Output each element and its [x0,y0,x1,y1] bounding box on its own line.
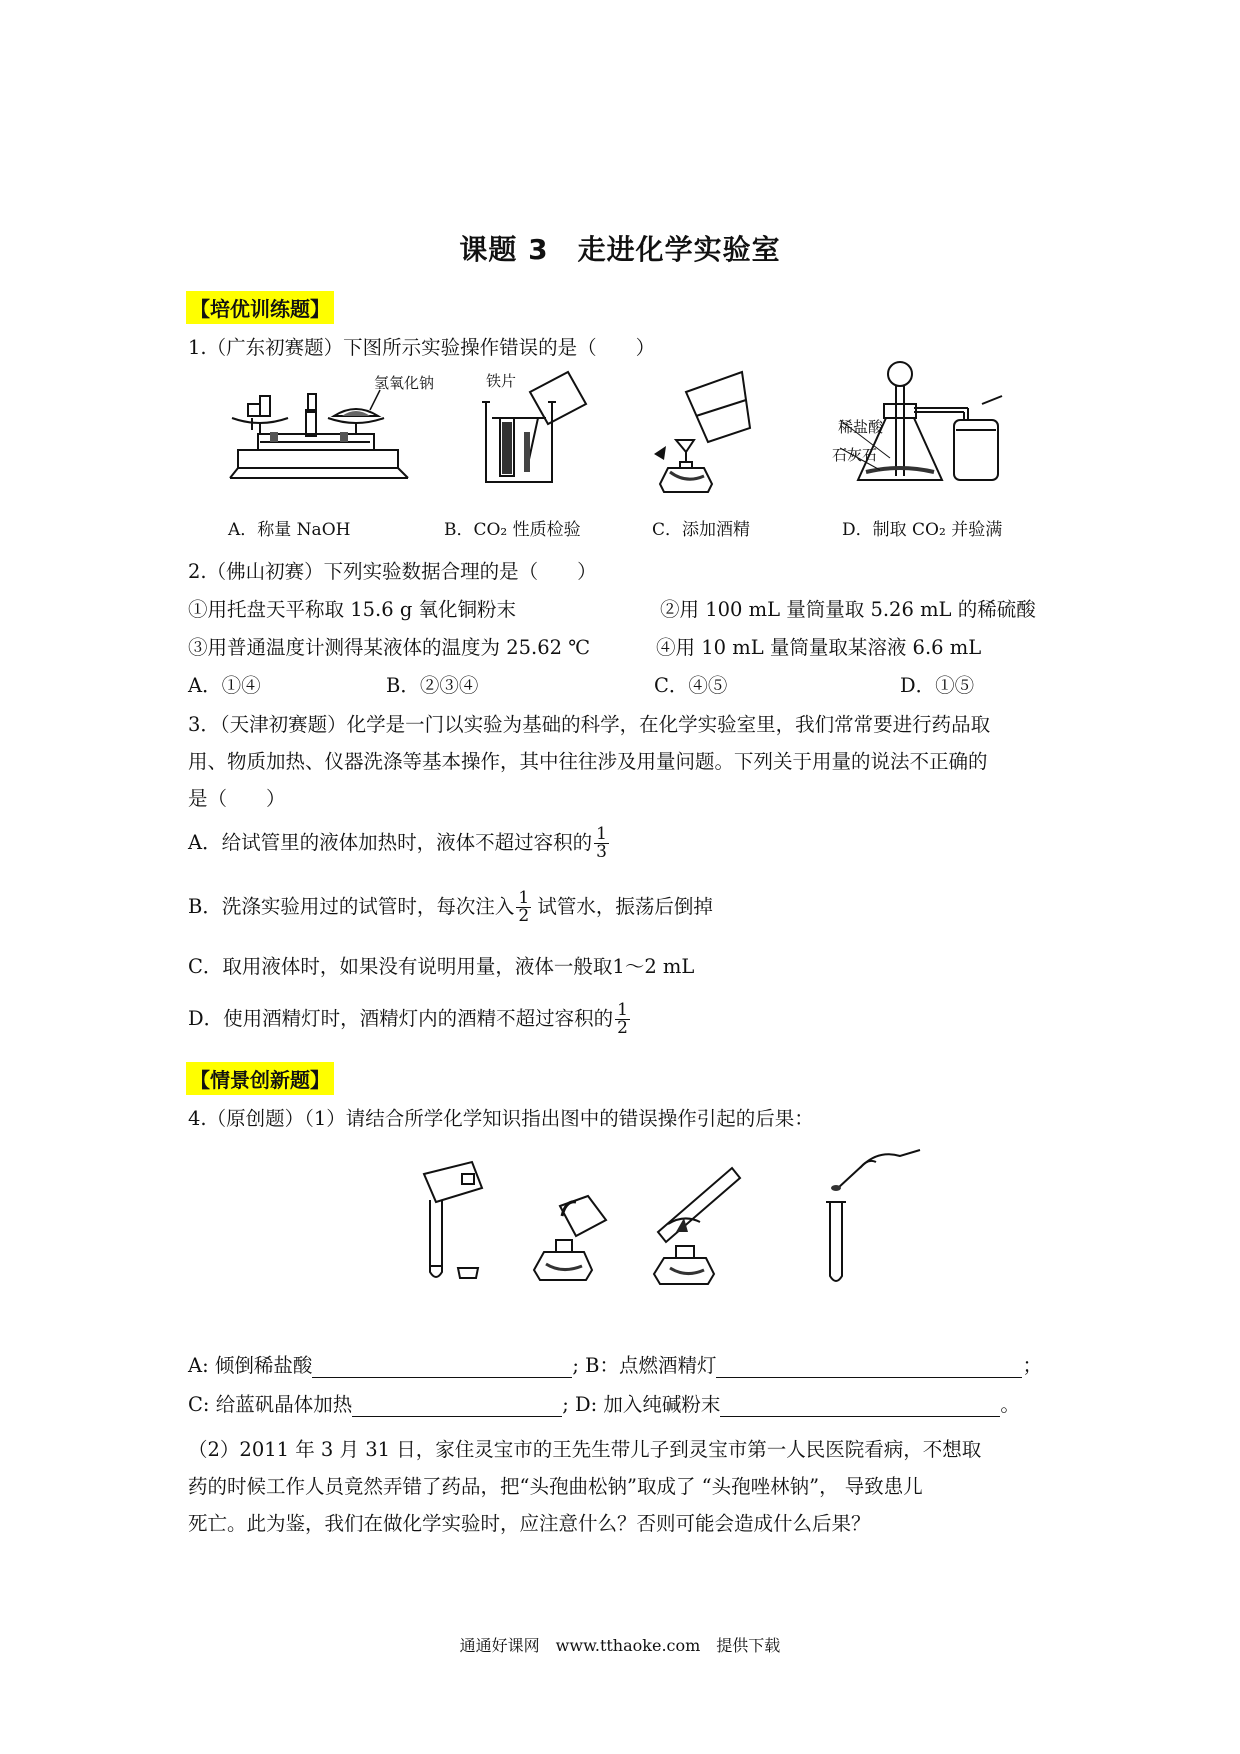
q4-fill-row-1 [188,1350,1042,1378]
q3-option-b-text: B．洗涤实验用过的试管时，每次注入 [188,895,515,918]
q2-item-2: ②用 100 mL 量筒量取 5.26 mL 的稀硫酸 [660,598,1036,621]
q2-item-1: ①用托盘天平称取 15.6 g 氧化铜粉末 [188,598,516,621]
fraction-numerator: 1 [596,824,607,844]
answer-blank-d[interactable] [720,1396,1000,1417]
question-3-stem-3: 是（ ） [188,787,286,810]
fraction-numerator: 1 [518,888,530,908]
fraction-denominator: 2 [518,906,530,926]
alcohol-lamp-figure [646,372,756,496]
page-footer: 通通好课网 www.tthaoke.com 提供下载 [459,1636,781,1655]
q3-option-a-text: A．给试管里的液体加热时，液体不超过容积的 [188,831,593,854]
q3-option-d-text: D．使用酒精灯时，酒精灯内的酒精不超过容积的 [188,1007,614,1030]
q4-part2-line-2: 药的时候工作人员竟然弄错了药品，把“头孢曲松钠”取成了 “头孢唑林钠”， 导致患儿 [188,1475,923,1498]
section-heading-training: 【培优训练题】 [186,291,334,324]
q2-option-b: B．②③④ [386,674,479,697]
answer-blank-c[interactable] [352,1396,562,1417]
answer-blank-b[interactable] [716,1357,1022,1378]
section-heading-innovation: 【情景创新题】 [186,1062,334,1095]
q4-part2-line-3: 死亡。此为鉴，我们在做化学实验时，应注意什么？否则可能会造成什么后果？ [188,1512,871,1535]
q2-item-3: ③用普通温度计测得某液体的温度为 25.62 ℃ [188,636,591,659]
heating-crystal-figure [648,1160,748,1286]
question-3-stem-1: 3．（天津初赛题）化学是一门以实验为基础的科学，在化学实验室里，我们常常要进行药品取 [188,713,991,736]
q3-option-d [188,1002,630,1037]
fraction-numerator: 1 [617,1000,628,1020]
fill-d-end: 。 [1000,1393,1020,1416]
question-2-stem: 2.（佛山初赛）下列实验数据合理的是（ ） [188,560,597,583]
page-title: 课题 3 走进化学实验室 [459,233,781,266]
fraction-one-half [516,890,531,925]
question-4-stem: 4.（原创题）（1）请结合所学化学知识指出图中的错误操作引起的后果： [188,1107,814,1130]
label-stone: 石灰石 [832,446,878,464]
question-3-stem-2: 用、物质加热、仪器洗涤等基本操作，其中往往涉及用量问题。下列关于用量的说法不正确的 [188,750,988,773]
q1-caption-a: A．称量 NaOH [228,520,351,540]
fill-b-label: ; B：点燃酒精灯 [572,1354,717,1377]
q1-caption-d: D．制取 CO₂ 并验满 [842,520,1003,540]
fill-d-label: ; D: 加入纯碱粉末 [562,1393,721,1416]
label-iron: 铁片 [486,372,517,390]
adding-powder-figure [820,1146,930,1286]
q3-option-c: C．取用液体时，如果没有说明用量，液体一般取1～2 mL [188,955,695,978]
label-naoh: 氢氧化钠 [374,374,435,392]
q2-option-d: D．①⑤ [900,674,975,697]
q3-option-b-text-end: 试管水，振荡后倒掉 [531,895,713,918]
label-acid: 稀盐酸 [838,418,884,436]
question-1-stem: 1.（广东初赛题）下图所示实验操作错误的是（ ） [188,336,656,359]
q4-part2-line-1: （2）2011 年 3 月 31 日，家住灵宝市的王先生带儿子到灵宝市第一人民医院看病，不想取 [188,1438,982,1461]
answer-blank-a[interactable] [312,1357,572,1378]
q3-option-b [188,890,713,925]
lighting-lamp-figure [532,1196,612,1286]
q4-fill-row-2 [188,1389,1020,1417]
fraction-one-third [594,826,609,861]
fraction-denominator: 3 [596,842,607,862]
q1-caption-c: C．添加酒精 [652,520,751,540]
q2-option-a: A．①④ [188,674,261,697]
q2-item-4: ④用 10 mL 量筒量取某溶液 6.6 mL [656,636,982,659]
fill-a-label: A: 倾倒稀盐酸 [188,1354,313,1377]
fill-b-end: ； [1022,1354,1042,1377]
pouring-acid-figure [418,1160,498,1285]
fraction-one-half [615,1002,630,1037]
fill-c-label: C: 给蓝矾晶体加热 [188,1393,353,1416]
q3-option-a [188,826,609,861]
q1-caption-b: B．CO₂ 性质检验 [444,520,581,540]
fraction-denominator: 2 [617,1018,628,1038]
q2-option-c: C．④⑤ [654,674,728,697]
